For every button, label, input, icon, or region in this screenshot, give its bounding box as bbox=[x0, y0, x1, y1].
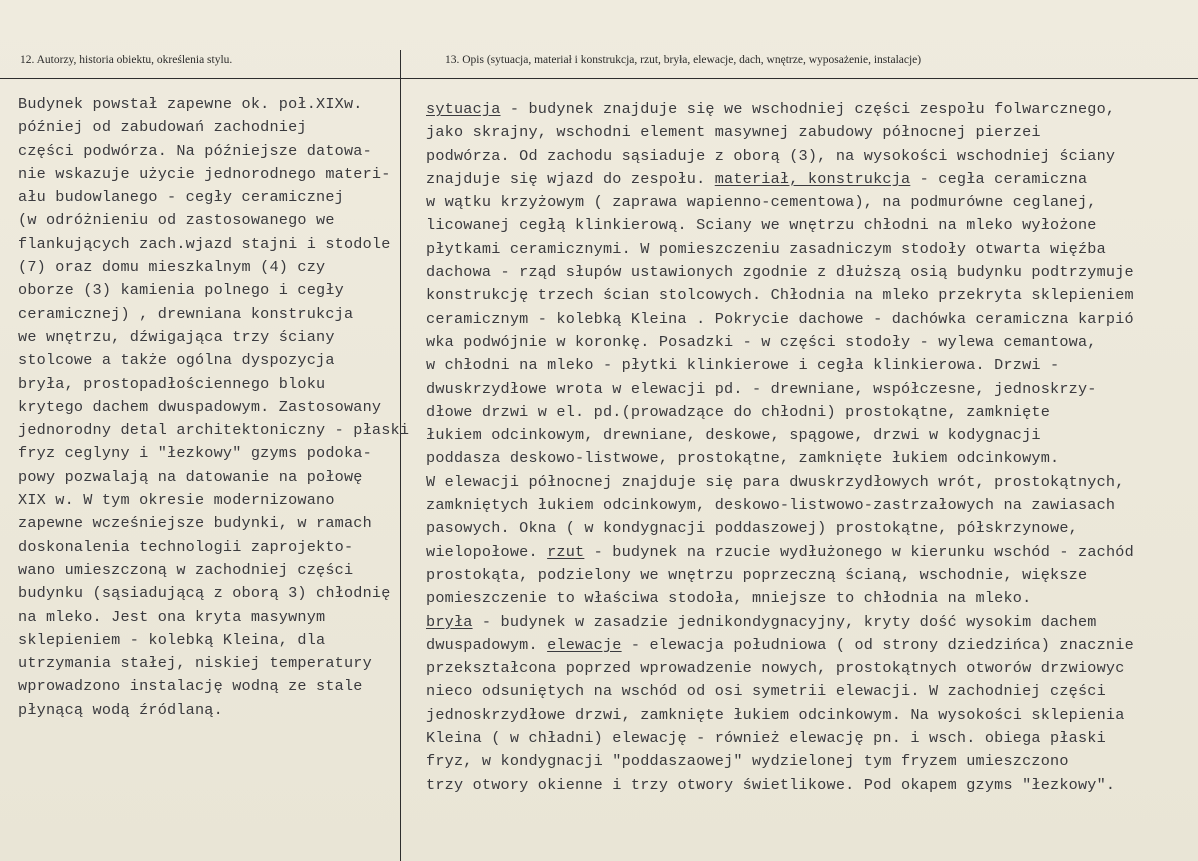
description-text: zamkniętych łukiem odcinkowym, deskowo-listwowo-zastrzałowych na zawiasach bbox=[426, 496, 1116, 515]
description-text-line bbox=[426, 657, 1134, 680]
section-keyword: rzut bbox=[547, 542, 585, 561]
description-text-line bbox=[426, 471, 1134, 494]
description-text: dachowa - rząd słupów ustawionych zgodnie z dłuższą osią budynku podtrzymuje bbox=[426, 263, 1134, 282]
history-text-line: ceramicznej) , drewniana konstrukcja bbox=[18, 304, 354, 323]
section-13-header: 13. Opis (sytuacja, materiał i konstrukcja, rzut, bryła, elewacje, dach, wnętrze, wyposażenie, instalacje) bbox=[445, 54, 922, 66]
description-text-line bbox=[426, 284, 1134, 307]
description-text: prostokąta, podzielony we wnętrzu poprzeczną ścianą, wschodnie, większe bbox=[426, 565, 1088, 584]
history-text-line: we wnętrzu, dźwigająca trzy ściany bbox=[18, 327, 335, 346]
history-text-line: ału budowlanego - cegły ceramicznej bbox=[18, 188, 344, 207]
description-text-line bbox=[426, 168, 1134, 191]
description-text: jednoskrzydłowe drzwi, zamknięte łukiem odcinkowym. Na wysokości sklepienia bbox=[426, 705, 1125, 724]
description-text-line bbox=[426, 261, 1134, 284]
description-text: znajduje się wjazd do zespołu. bbox=[426, 169, 715, 188]
history-text-line: zapewne wcześniejsze budynki, w ramach bbox=[18, 514, 372, 533]
section-keyword: elewacje bbox=[547, 635, 622, 654]
description-text: jako skrajny, wschodni element masywnej zabudowy północnej pierzei bbox=[426, 123, 1041, 142]
description-text: w chłodni na mleko - płytki klinkierowe i cegła klinkierowa. Drzwi - bbox=[426, 356, 1060, 375]
description-text: Kleina ( w chładni) elewację - również elewację pn. i wsch. obiega płaski bbox=[426, 729, 1106, 748]
description-text: przekształcona poprzed wprowadzenie nowych, prostokątnych otworów drzwiowyc bbox=[426, 659, 1125, 678]
description-text: łukiem odcinkowym, drewniane, deskowe, spągowe, drzwi w kodygnacji bbox=[426, 426, 1041, 445]
history-text-line: flankujących zach.wjazd stajni i stodole bbox=[18, 234, 391, 253]
history-text-line: utrzymania stałej, niskiej temperatury bbox=[18, 654, 372, 673]
description-text-line bbox=[426, 704, 1134, 727]
history-text-line: sklepieniem - kolebką Kleina, dla bbox=[18, 630, 326, 649]
history-text-line: wano umieszczoną w zachodniej części bbox=[18, 560, 354, 579]
description-text-line bbox=[426, 214, 1134, 237]
history-text-line: później od zabudowań zachodniej bbox=[18, 118, 307, 137]
description-text-line bbox=[426, 238, 1134, 261]
history-text-line: doskonalenia technologii zaprojekto- bbox=[18, 537, 354, 556]
history-text-line: na mleko. Jest ona kryta masywnym bbox=[18, 607, 326, 626]
description-text: dwuspadowym. bbox=[426, 635, 548, 654]
history-text-line: krytego dachem dwuspadowym. Zastosowany bbox=[18, 397, 382, 416]
description-text: pomieszczenie to właściwa stodoła, mniejsze to chłodnia na mleko. bbox=[426, 589, 1032, 608]
description-text-line bbox=[426, 401, 1134, 424]
history-text-line: części podwórza. Na późniejsze datowa- bbox=[18, 141, 372, 160]
description-text: fryz, w kondygnacji "poddaszaowej" wydzielonej tym fryzem umieszczono bbox=[426, 752, 1069, 771]
section-keyword: bryła bbox=[426, 612, 473, 631]
description-text: ceramicznym - kolebką Kleina . Pokrycie dachowe - dachówka ceramiczna karpió bbox=[426, 309, 1134, 328]
description-text: trzy otwory okienne i trzy otwory świetlikowe. Pod okapem gzyms "łezkowy". bbox=[426, 775, 1116, 794]
history-text-line: oborze (3) kamienia polnego i cegły bbox=[18, 281, 344, 300]
description-text-line bbox=[426, 774, 1134, 797]
description-text: dłowe drzwi w el. pd.(prowadzące do chłodni) prostokątne, zamknięte bbox=[426, 402, 1051, 421]
description-text: nieco odsuniętych na wschód od osi symetrii elewacji. W zachodniej części bbox=[426, 682, 1106, 701]
description-text: poddasza deskowo-listwowe, prostokątne, zamknięte łukiem odcinkowym. bbox=[426, 449, 1060, 468]
description-text: wka podwójnie w koronkę. Posadzki - w części stodoły - wylewa cemantowa, bbox=[426, 332, 1097, 351]
history-text-line: XIX w. W tym okresie modernizowano bbox=[18, 491, 335, 510]
history-text-line: Budynek powstał zapewne ok. poł.XIXw. bbox=[18, 95, 363, 113]
history-text-line: płynącą wodą źródlaną. bbox=[18, 700, 223, 719]
description-text-line bbox=[426, 727, 1134, 750]
history-text-line: powy pozwalają na datowanie na połowę bbox=[18, 467, 363, 486]
description-text: pasowych. Okna ( w kondygnacji poddaszowej) prostokątne, półskrzynowe, bbox=[426, 519, 1078, 538]
history-text-line: (7) oraz domu mieszkalnym (4) czy bbox=[18, 258, 326, 277]
description-text-line bbox=[426, 191, 1134, 214]
description-text-line bbox=[426, 587, 1134, 610]
history-text-line: fryz ceglyny i "łezkowy" gzyms podoka- bbox=[18, 444, 372, 463]
description-text-line bbox=[426, 121, 1134, 144]
description-text: dwuskrzydłowe wrota w elewacji pd. - drewniane, współczesne, jednoskrzy- bbox=[426, 379, 1097, 398]
description-text: licowanej cegłą klinkierową. Sciany we wnętrzu chłodni na mleko wyłożone bbox=[426, 216, 1097, 235]
description-text-line bbox=[426, 634, 1134, 657]
section-keyword: materiał, konstrukcja bbox=[714, 169, 911, 188]
description-text-line bbox=[426, 750, 1134, 773]
description-text: wielopołowe. bbox=[426, 542, 548, 561]
history-text-line: bryła, prostopadłościennego bloku bbox=[18, 374, 326, 393]
description-text: podwórza. Od zachodu sąsiaduje z oborą (3), na wysokości wschodniej ściany bbox=[426, 146, 1116, 165]
history-text-line: stolcowe a także ogólna dyspozycja bbox=[18, 351, 335, 370]
description-text-line bbox=[426, 354, 1134, 377]
description-text: - budynek w zasadzie jednikondygnacyjny, kryty dość wysokim dachem bbox=[472, 612, 1097, 631]
description-text-line bbox=[426, 564, 1134, 587]
history-text-line: jednorodny detal architektoniczny - płaski bbox=[18, 421, 410, 440]
description-text-line bbox=[426, 447, 1134, 470]
description-text-line bbox=[426, 494, 1134, 517]
history-text-line: (w odróżnieniu od zastosowanego we bbox=[18, 211, 335, 230]
history-text-line: wprowadzono instalację wodną ze stale bbox=[18, 677, 363, 696]
description-text-line bbox=[426, 145, 1134, 168]
description-text-line bbox=[426, 424, 1134, 447]
description-text-line bbox=[426, 98, 1134, 121]
description-text: W elewacji północnej znajduje się para dwuskrzydłowych wrót, prostokątnych, bbox=[426, 472, 1125, 491]
description-text: - budynek na rzucie wydłużonego w kierunku wschód - zachód bbox=[584, 542, 1134, 561]
description-text: płytkami ceramicznymi. W pomieszczeniu zasadniczym stodoły otwarta więźba bbox=[426, 239, 1106, 258]
description-text-line bbox=[426, 517, 1134, 540]
description-text-column bbox=[426, 98, 1134, 797]
description-text-line bbox=[426, 680, 1134, 703]
history-text-line: budynku (sąsiadującą z oborą 3) chłodnię bbox=[18, 584, 391, 603]
description-text-line bbox=[426, 378, 1134, 401]
description-text-line bbox=[426, 541, 1134, 564]
description-text-line bbox=[426, 611, 1134, 634]
history-text-line: nie wskazuje użycie jednorodnego materi- bbox=[18, 164, 391, 183]
description-text: w wątku krzyżowym ( zaprawa wapienno-cementowa), na podmurówne ceglanej, bbox=[426, 193, 1097, 212]
history-text-column bbox=[18, 93, 409, 722]
header-divider-line bbox=[0, 78, 1198, 79]
description-text-line bbox=[426, 308, 1134, 331]
description-text: - cegła ceramiczna bbox=[910, 169, 1088, 188]
section-keyword: sytuacja bbox=[426, 100, 501, 118]
description-text: konstrukcję trzech ścian stolcowych. Chłodnia na mleko przekryta sklepieniem bbox=[426, 286, 1134, 305]
description-text-line bbox=[426, 331, 1134, 354]
description-text: - elewacja południowa ( od strony dziedzińca) znacznie bbox=[621, 635, 1134, 654]
description-text: - budynek znajduje się we wschodniej części zespołu folwarcznego, bbox=[500, 100, 1116, 118]
section-12-header: 12. Autorzy, historia obiektu, określenia stylu. bbox=[20, 54, 233, 66]
